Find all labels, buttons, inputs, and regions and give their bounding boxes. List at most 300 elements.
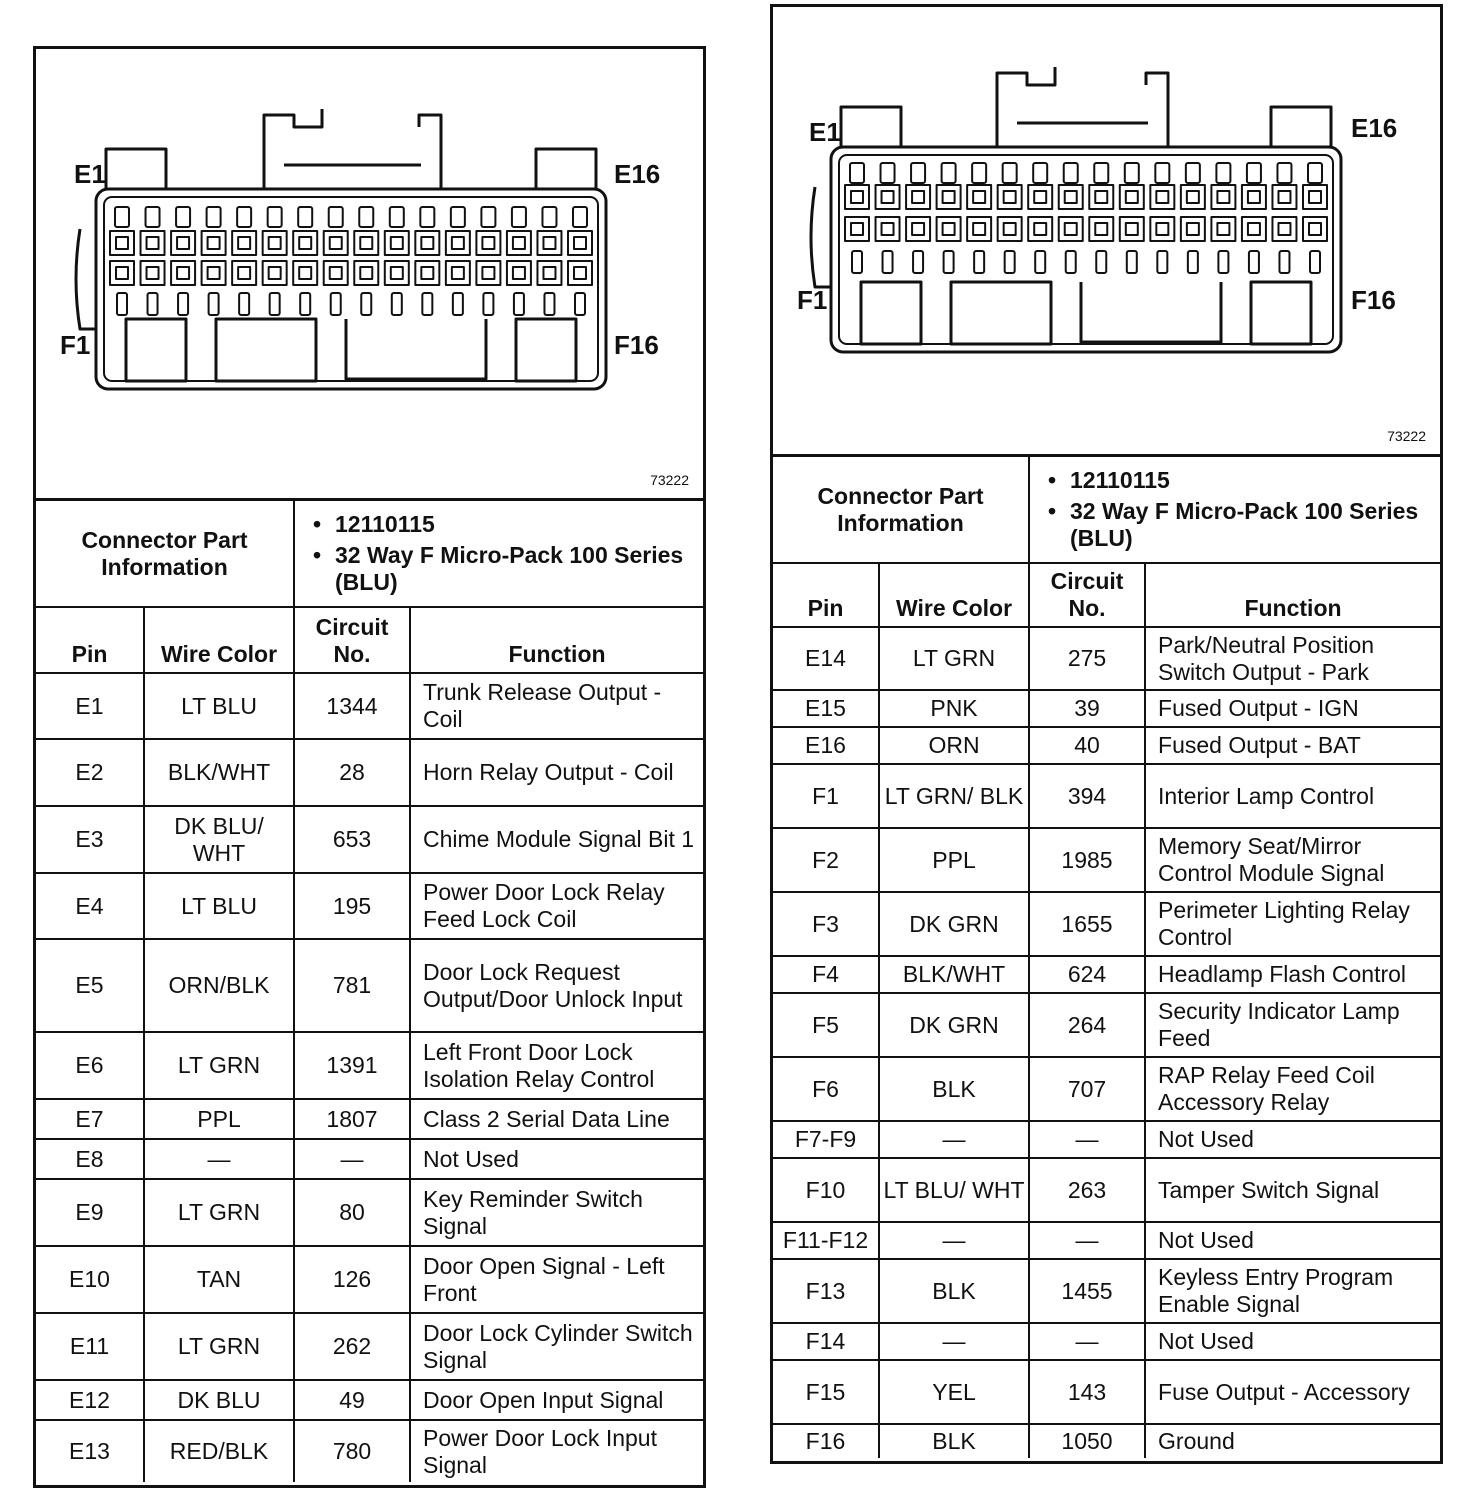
pin-cavity-inner — [1309, 191, 1321, 203]
pin-cell: E4 — [36, 873, 144, 939]
table-row — [36, 1099, 703, 1139]
pin-cavity — [1089, 185, 1113, 209]
pin-cavity-inner — [513, 237, 525, 249]
pinout-table — [36, 501, 703, 1482]
pin-cavity-inner — [452, 237, 464, 249]
terminal-latch — [453, 293, 463, 315]
pin-cavity — [1272, 217, 1296, 241]
table-row — [773, 956, 1440, 993]
pin-cavity — [1059, 217, 1083, 241]
function-cell: RAP Relay Feed Coil Accessory Relay — [1145, 1057, 1440, 1121]
terminal-latch — [451, 207, 465, 227]
terminal-latch — [1155, 163, 1169, 183]
lower-bay — [1251, 282, 1311, 344]
circuit-cell: 143 — [1029, 1360, 1145, 1424]
latch — [264, 109, 322, 189]
wire-color-cell: LT BLU/ WHT — [879, 1158, 1029, 1222]
wire-color-cell: BLK — [879, 1424, 1029, 1458]
table-row — [773, 993, 1440, 1057]
pin-cavity-inner — [1004, 223, 1016, 235]
function-cell: Perimeter Lighting Relay Control — [1145, 892, 1440, 956]
ear — [1271, 107, 1331, 147]
function-cell: Not Used — [1145, 1121, 1440, 1158]
function-cell: Ground — [1145, 1424, 1440, 1458]
terminal-latch — [117, 293, 127, 315]
circuit-cell: 28 — [294, 739, 410, 806]
terminal-latch — [573, 207, 587, 227]
pin-cavity-inner — [177, 267, 189, 279]
terminal-latch — [1216, 163, 1230, 183]
pin-cavity-inner — [1095, 223, 1107, 235]
table-row — [36, 1139, 703, 1179]
circuit-cell: 1807 — [294, 1099, 410, 1139]
wire-color-cell: ORN/BLK — [144, 939, 294, 1032]
pin-cell: F1 — [773, 764, 879, 828]
table-row — [773, 627, 1440, 690]
pin-cell: E9 — [36, 1179, 144, 1246]
wire-color-cell: — — [879, 1121, 1029, 1158]
terminal-latch — [420, 207, 434, 227]
circuit-cell: 1985 — [1029, 828, 1145, 892]
pinout-rows — [36, 673, 703, 1482]
pin-cell: E5 — [36, 939, 144, 1032]
pin-cavity — [845, 217, 869, 241]
pin-cavity — [202, 261, 226, 285]
table-row — [773, 690, 1440, 727]
terminal-latch — [913, 251, 923, 273]
circuit-cell: 394 — [1029, 764, 1145, 828]
terminal-latch — [1310, 251, 1320, 273]
connector-panel-left — [33, 46, 706, 1488]
wire-color-cell: RED/BLK — [144, 1420, 294, 1482]
pin-cavity-inner — [1248, 191, 1260, 203]
pin-cell: F5 — [773, 993, 879, 1057]
terminal-latch — [850, 163, 864, 183]
circuit-cell: 49 — [294, 1380, 410, 1420]
terminal-latch — [268, 207, 282, 227]
pin-cavity — [1181, 185, 1205, 209]
header-function: Function — [1145, 563, 1440, 627]
function-cell: Door Lock Request Output/Door Unlock Input — [410, 939, 703, 1032]
header-wire-color: Wire Color — [144, 607, 294, 673]
pin-cavity-inner — [147, 267, 159, 279]
terminal-latch — [1094, 163, 1108, 183]
pin-cavity — [1272, 185, 1296, 209]
pin-label-f1: F1 — [797, 285, 828, 315]
terminal-latch — [209, 293, 219, 315]
table-row — [773, 892, 1440, 956]
function-cell: Power Door Lock Input Signal — [410, 1420, 703, 1482]
wire-color-cell: BLK — [879, 1259, 1029, 1323]
connector-info-label: Connector Part Information — [773, 457, 1029, 563]
function-cell: Class 2 Serial Data Line — [410, 1099, 703, 1139]
wire-color-cell: DK GRN — [879, 993, 1029, 1057]
pin-labels — [797, 113, 1397, 315]
pin-cell: E3 — [36, 806, 144, 873]
wire-color-cell: LT GRN — [144, 1313, 294, 1380]
connector-type: • 32 Way F Micro-Pack 100 Series (BLU) — [1070, 498, 1440, 552]
circuit-cell: 126 — [294, 1246, 410, 1313]
terminal-latch — [881, 163, 895, 183]
pin-cavity — [202, 231, 226, 255]
ear — [106, 149, 166, 189]
wire-color-cell: PPL — [144, 1099, 294, 1139]
function-cell: Horn Relay Output - Coil — [410, 739, 703, 806]
circuit-cell: — — [1029, 1222, 1145, 1259]
table-row — [773, 764, 1440, 828]
pin-cavity — [1303, 217, 1327, 241]
pin-cavity — [1028, 217, 1052, 241]
connector-diagram — [36, 49, 703, 501]
function-cell: Keyless Entry Program Enable Signal — [1145, 1259, 1440, 1323]
pin-cavity-inner — [238, 267, 250, 279]
circuit-cell: 262 — [294, 1313, 410, 1380]
terminal-latch — [390, 207, 404, 227]
pin-cavity-inner — [1004, 191, 1016, 203]
pin-cavity-inner — [421, 267, 433, 279]
pin-cavity — [141, 261, 165, 285]
pin-cell: E13 — [36, 1420, 144, 1482]
wire-color-cell: — — [879, 1323, 1029, 1360]
lower-bay — [126, 319, 186, 381]
terminal-latch — [146, 207, 160, 227]
pin-cavity — [906, 217, 930, 241]
pin-cavity-inner — [851, 191, 863, 203]
pin-cavity-inner — [1095, 191, 1107, 203]
pin-cavity-inner — [1126, 223, 1138, 235]
pin-cell: E14 — [773, 627, 879, 690]
pin-cavity-inner — [452, 267, 464, 279]
pin-cavity-inner — [269, 267, 281, 279]
part-number: • 12110115 — [1070, 467, 1440, 494]
pin-cavity-inner — [973, 191, 985, 203]
housing-inner — [104, 197, 598, 381]
header-wire-color: Wire Color — [879, 563, 1029, 627]
pin-cavity — [1120, 217, 1144, 241]
pin-cell: F4 — [773, 956, 879, 993]
table-row — [36, 1246, 703, 1313]
header-pin: Pin — [36, 607, 144, 673]
circuit-cell: 1655 — [1029, 892, 1145, 956]
pin-cavity — [937, 185, 961, 209]
connector-drawing — [773, 7, 1440, 454]
terminal-latch — [481, 207, 495, 227]
pin-cavity-inner — [1034, 191, 1046, 203]
pin-cell: F10 — [773, 1158, 879, 1222]
pin-cavity — [507, 261, 531, 285]
terminal-latch — [1033, 163, 1047, 183]
pin-cavity-inner — [147, 237, 159, 249]
terminal-latch — [422, 293, 432, 315]
pin-cavity — [1120, 185, 1144, 209]
pin-cavity — [171, 261, 195, 285]
terminal-latch — [974, 251, 984, 273]
terminal-latch — [300, 293, 310, 315]
table-row — [36, 1179, 703, 1246]
pin-cavity — [998, 217, 1022, 241]
pin-cavity — [845, 185, 869, 209]
pin-cavity — [568, 231, 592, 255]
wire-color-cell: BLK/WHT — [144, 739, 294, 806]
terminal-latch — [178, 293, 188, 315]
pin-label-e16: E16 — [614, 159, 661, 189]
pin-cavity-inner — [482, 237, 494, 249]
terminal-latch — [1218, 251, 1228, 273]
pin-cavity-inner — [1065, 223, 1077, 235]
connector-drawing — [36, 49, 703, 498]
pin-cavity-inner — [116, 237, 128, 249]
terminal-latch — [1279, 251, 1289, 273]
pin-cavity — [110, 261, 134, 285]
pin-cavity — [1211, 185, 1235, 209]
wire-color-cell: — — [879, 1222, 1029, 1259]
table-row — [773, 1158, 1440, 1222]
pin-cavity-inner — [973, 223, 985, 235]
pin-label-e1: E1 — [809, 117, 841, 147]
circuit-cell: 781 — [294, 939, 410, 1032]
table-row — [773, 1222, 1440, 1259]
table-row — [773, 828, 1440, 892]
pin-cavity — [1028, 185, 1052, 209]
side-rib — [76, 229, 96, 329]
pin-cavity — [1150, 185, 1174, 209]
pin-cavity-inner — [1126, 191, 1138, 203]
pin-cell: E16 — [773, 727, 879, 764]
terminal-latch — [1066, 251, 1076, 273]
terminal-latch — [1005, 251, 1015, 273]
pin-cavity-inner — [330, 267, 342, 279]
table-row — [36, 673, 703, 739]
pin-cavity — [446, 261, 470, 285]
pinout-table — [773, 457, 1440, 1458]
header-function: Function — [410, 607, 703, 673]
connector-housing — [811, 67, 1341, 352]
pin-cavity-inner — [269, 237, 281, 249]
pin-cavity-inner — [1248, 223, 1260, 235]
pin-cell: E15 — [773, 690, 879, 727]
table-row — [36, 739, 703, 806]
pin-cavity-inner — [1278, 191, 1290, 203]
terminal-latch — [852, 251, 862, 273]
function-cell: Fused Output - IGN — [1145, 690, 1440, 727]
circuit-cell: 195 — [294, 873, 410, 939]
table-row — [36, 1313, 703, 1380]
pin-cavity — [141, 231, 165, 255]
pin-label-f16: F16 — [1351, 285, 1396, 315]
terminal-latch — [942, 163, 956, 183]
pin-cavity — [998, 185, 1022, 209]
ear — [841, 107, 901, 147]
pin-label-f16: F16 — [614, 330, 659, 360]
pin-cavity-inner — [574, 237, 586, 249]
pin-cavity-inner — [391, 237, 403, 249]
terminal-latch — [361, 293, 371, 315]
pin-cavity-inner — [238, 237, 250, 249]
function-cell: Fused Output - BAT — [1145, 727, 1440, 764]
pin-cavity — [1089, 217, 1113, 241]
circuit-cell: 275 — [1029, 627, 1145, 690]
table-row — [773, 1424, 1440, 1458]
pin-cavity — [293, 261, 317, 285]
terminal-latch — [1308, 163, 1322, 183]
pin-cavity — [476, 261, 500, 285]
table-row — [36, 1032, 703, 1099]
wire-color-cell: LT BLU — [144, 673, 294, 739]
terminal-latch — [883, 251, 893, 273]
pin-cell: E8 — [36, 1139, 144, 1179]
pin-cavity — [415, 231, 439, 255]
table-row — [36, 1420, 703, 1482]
circuit-cell: 80 — [294, 1179, 410, 1246]
pin-cavity — [876, 217, 900, 241]
pin-cell: F6 — [773, 1057, 879, 1121]
connector-panel-right — [770, 4, 1443, 1464]
figure-number: 73222 — [650, 472, 689, 488]
function-cell: Power Door Lock Relay Feed Lock Coil — [410, 873, 703, 939]
latch — [419, 115, 441, 189]
header-circuit: Circuit No. — [1029, 563, 1145, 627]
connector-info — [1029, 457, 1440, 563]
function-cell: Park/Neutral Position Switch Output - Park — [1145, 627, 1440, 690]
table-row — [773, 1259, 1440, 1323]
lower-bay — [216, 319, 316, 381]
circuit-cell: 1050 — [1029, 1424, 1145, 1458]
wire-color-cell: LT GRN — [879, 627, 1029, 690]
wire-color-cell: LT BLU — [144, 873, 294, 939]
pin-cavity — [1181, 217, 1205, 241]
terminal-latch — [331, 293, 341, 315]
terminal-latch — [239, 293, 249, 315]
wire-color-cell: — — [144, 1139, 294, 1179]
circuit-cell: — — [294, 1139, 410, 1179]
terminal-latch — [392, 293, 402, 315]
pin-cavity-inner — [1309, 223, 1321, 235]
wire-color-cell: PNK — [879, 690, 1029, 727]
terminal-latch — [1064, 163, 1078, 183]
wire-color-cell: BLK/WHT — [879, 956, 1029, 993]
pin-cavity-inner — [360, 237, 372, 249]
pin-cavity-inner — [1065, 191, 1077, 203]
pin-cavity-inner — [943, 191, 955, 203]
pin-cavity — [324, 231, 348, 255]
pin-cavity — [1150, 217, 1174, 241]
terminal-latch — [207, 207, 221, 227]
figure-number: 73222 — [1387, 428, 1426, 444]
terminal-latch — [1096, 251, 1106, 273]
pin-cavity — [263, 261, 287, 285]
pin-cavity — [906, 185, 930, 209]
pin-cavity — [324, 261, 348, 285]
pin-cell: E10 — [36, 1246, 144, 1313]
table-row — [36, 939, 703, 1032]
header-pin: Pin — [773, 563, 879, 627]
pin-cavity-inner — [912, 191, 924, 203]
function-cell: Door Open Signal - Left Front — [410, 1246, 703, 1313]
pin-cell: F11-F12 — [773, 1222, 879, 1259]
housing-outline — [831, 147, 1341, 352]
lower-bay — [1081, 282, 1221, 342]
pin-cell: E7 — [36, 1099, 144, 1139]
pin-cavity-inner — [330, 237, 342, 249]
circuit-cell: 39 — [1029, 690, 1145, 727]
lower-bay — [951, 282, 1051, 344]
connector-info — [294, 501, 703, 607]
pin-cell: F13 — [773, 1259, 879, 1323]
circuit-cell: — — [1029, 1121, 1145, 1158]
function-cell: Tamper Switch Signal — [1145, 1158, 1440, 1222]
terminal-latch — [514, 293, 524, 315]
terminal-latch — [544, 293, 554, 315]
pin-cavity — [537, 261, 561, 285]
pin-cavity-inner — [391, 267, 403, 279]
wire-color-cell: LT GRN/ BLK — [879, 764, 1029, 828]
pin-cell: F7-F9 — [773, 1121, 879, 1158]
circuit-cell: 707 — [1029, 1057, 1145, 1121]
side-rib — [811, 187, 831, 287]
wire-color-cell: TAN — [144, 1246, 294, 1313]
lower-bay — [346, 319, 486, 379]
pin-cavity — [476, 231, 500, 255]
wire-color-cell: LT GRN — [144, 1179, 294, 1246]
pin-label-e1: E1 — [74, 159, 106, 189]
header-circuit: Circuit No. — [294, 607, 410, 673]
pin-cavity-inner — [1156, 223, 1168, 235]
pin-cavity-inner — [360, 267, 372, 279]
pin-cavity-inner — [116, 267, 128, 279]
pin-cavity — [232, 231, 256, 255]
pin-cavity-inner — [482, 267, 494, 279]
table-row — [773, 1057, 1440, 1121]
pin-cavity — [967, 185, 991, 209]
pin-cavity — [937, 217, 961, 241]
terminal-latch — [1003, 163, 1017, 183]
function-cell: Chime Module Signal Bit 1 — [410, 806, 703, 873]
pin-cell: F16 — [773, 1424, 879, 1458]
terminal-latch — [1249, 251, 1259, 273]
wire-color-cell: DK BLU/ WHT — [144, 806, 294, 873]
pin-cavity — [385, 261, 409, 285]
wire-color-cell: PPL — [879, 828, 1029, 892]
connector-info-label: Connector Part Information — [36, 501, 294, 607]
lower-bay — [861, 282, 921, 344]
wire-color-cell: LT GRN — [144, 1032, 294, 1099]
pin-cavity — [876, 185, 900, 209]
terminal-latch — [1127, 251, 1137, 273]
pin-cavity — [171, 231, 195, 255]
pin-cell: E1 — [36, 673, 144, 739]
pin-cavity-inner — [513, 267, 525, 279]
pin-label-e16: E16 — [1351, 113, 1398, 143]
function-cell: Trunk Release Output - Coil — [410, 673, 703, 739]
pin-cavity-inner — [882, 223, 894, 235]
pin-cavity-inner — [1217, 223, 1229, 235]
table-row — [773, 1121, 1440, 1158]
pin-cavity — [1059, 185, 1083, 209]
terminal-latch — [298, 207, 312, 227]
wire-color-cell: DK BLU — [144, 1380, 294, 1420]
connector-type: • 32 Way F Micro-Pack 100 Series (BLU) — [335, 542, 703, 596]
circuit-cell: 1344 — [294, 673, 410, 739]
pin-cavity — [507, 231, 531, 255]
latch — [1146, 73, 1168, 147]
function-cell: Not Used — [410, 1139, 703, 1179]
pin-cavity — [446, 231, 470, 255]
pin-cell: F15 — [773, 1360, 879, 1424]
circuit-cell: 264 — [1029, 993, 1145, 1057]
terminal-latch — [1277, 163, 1291, 183]
pin-cell: E2 — [36, 739, 144, 806]
pin-cell: E11 — [36, 1313, 144, 1380]
